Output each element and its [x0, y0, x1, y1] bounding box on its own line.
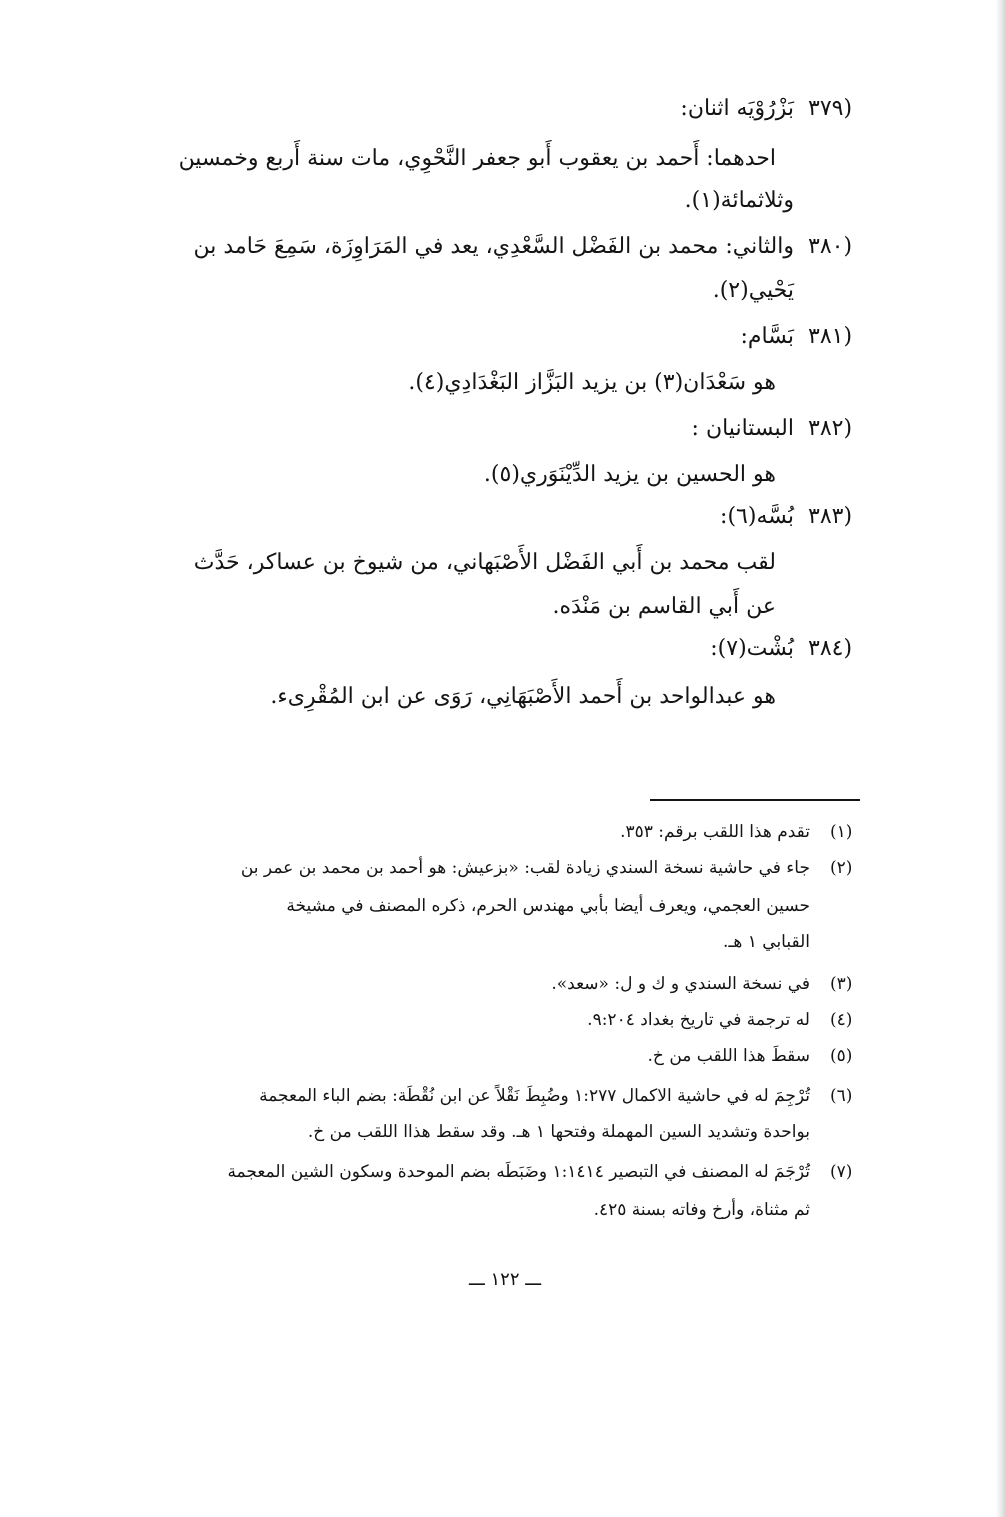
- footnote-number: (٤): [830, 1010, 853, 1030]
- entry-text: لقب محمد بن أَبي الفَضْل الأَصْبَهاني، من شيوخ بن عساكر، حَدَّث: [193, 550, 776, 575]
- footnote-text: بواحدة وتشديد السين المهملة وفتحها ١ هـ. وقد سقط هذاا اللقب من خ.: [307, 1122, 810, 1142]
- entry-number: (٣٨٠: [808, 234, 853, 259]
- entry-text: هو سَعْدَان(٣) بن يزيد البَزَّاز البَغْدَادِي(٤).: [408, 370, 776, 395]
- entry-text: هو الحسين بن يزيد الدِّيْنَوَري(٥).: [483, 462, 776, 487]
- entry-heading: والثاني: محمد بن الفَضْل السَّعْدِي، يعد في المَرَاوِزَة، سَمِعَ حَامد بن: [193, 234, 794, 259]
- scan-edge: [996, 0, 1006, 1517]
- footnote-number: (١): [830, 822, 853, 842]
- entry-heading: البستانيان :: [691, 416, 794, 441]
- footnote-text: ثم مثناة، وأرخ وفاته بسنة ٤٢٥.: [593, 1200, 810, 1220]
- entry-heading: بُسَّه(٦):: [720, 504, 794, 529]
- page-number: ـــ ١٢٢ ـــ: [468, 1269, 542, 1290]
- entry-heading: بُشْت(٧):: [710, 636, 794, 661]
- entry-text: يَحْيي(٢).: [712, 278, 794, 303]
- footnote-text: حسين العجمي، ويعرف أيضا بأبي مهندس الحرم، ذكره المصنف في مشيخة: [286, 896, 810, 916]
- footnote-text: سقطَ هذا اللقب من خ.: [647, 1046, 810, 1066]
- footnote-text: في نسخة السندي و ك و ل: «سعد».: [551, 974, 810, 994]
- footnote-text: تقدم هذا اللقب برقم: ٣٥٣.: [620, 822, 810, 842]
- entry-heading: بَزْرُوْيَه اثنان:: [680, 96, 794, 121]
- entry-heading: بَسَّام:: [740, 324, 794, 349]
- footnote-text: له ترجمة في تاريخ بغداد ٩:٢٠٤.: [587, 1010, 810, 1030]
- entry-number: (٣٨٣: [808, 504, 853, 529]
- entry-number: (٣٨١: [808, 324, 853, 349]
- entry-text: عن أَبي القاسم بن مَنْدَه.: [552, 594, 776, 619]
- entry-text: وثلاثمائة(١).: [684, 188, 794, 213]
- footnote-rule: [650, 799, 860, 801]
- entry-number: (٣٨٢: [808, 416, 853, 441]
- footnote-number: (٣): [830, 974, 853, 994]
- entry-text: احدهما: أَحمد بن يعقوب أَبو جعفر النَّحْوِي، مات سنة أَربع وخمسين: [178, 146, 776, 171]
- footnote-text: تُرْجَمَ له المصنف في التبصير ١:١٤١٤ وضَبَطَه بضم الموحدة وسكون الشين المعجمة: [227, 1162, 810, 1182]
- footnote-number: (٥): [830, 1046, 853, 1066]
- entry-number: (٣٧٩: [808, 96, 853, 121]
- footnote-number: (٧): [830, 1162, 853, 1182]
- footnote-number: (٢): [830, 858, 853, 878]
- footnote-text: جاء في حاشية نسخة السندي زيادة لقب: «بزعيش: هو أحمد بن محمد بن عمر بن: [240, 858, 810, 878]
- footnote-number: (٦): [830, 1086, 853, 1106]
- entry-text: هو عبدالواحد بن أَحمد الأَصْبَهَانِي، رَوَى عن ابن المُقْرِىء.: [270, 684, 776, 709]
- footnote-text: القبابي ١ هـ.: [722, 932, 810, 952]
- entry-number: (٣٨٤: [808, 636, 853, 661]
- footnote-text: تُرْجِمَ له في حاشية الاكمال ١:٢٧٧ وضُبِطَ نَقْلاً عن ابن نُقْطَة: بضم الباء المعجمة: [259, 1086, 810, 1106]
